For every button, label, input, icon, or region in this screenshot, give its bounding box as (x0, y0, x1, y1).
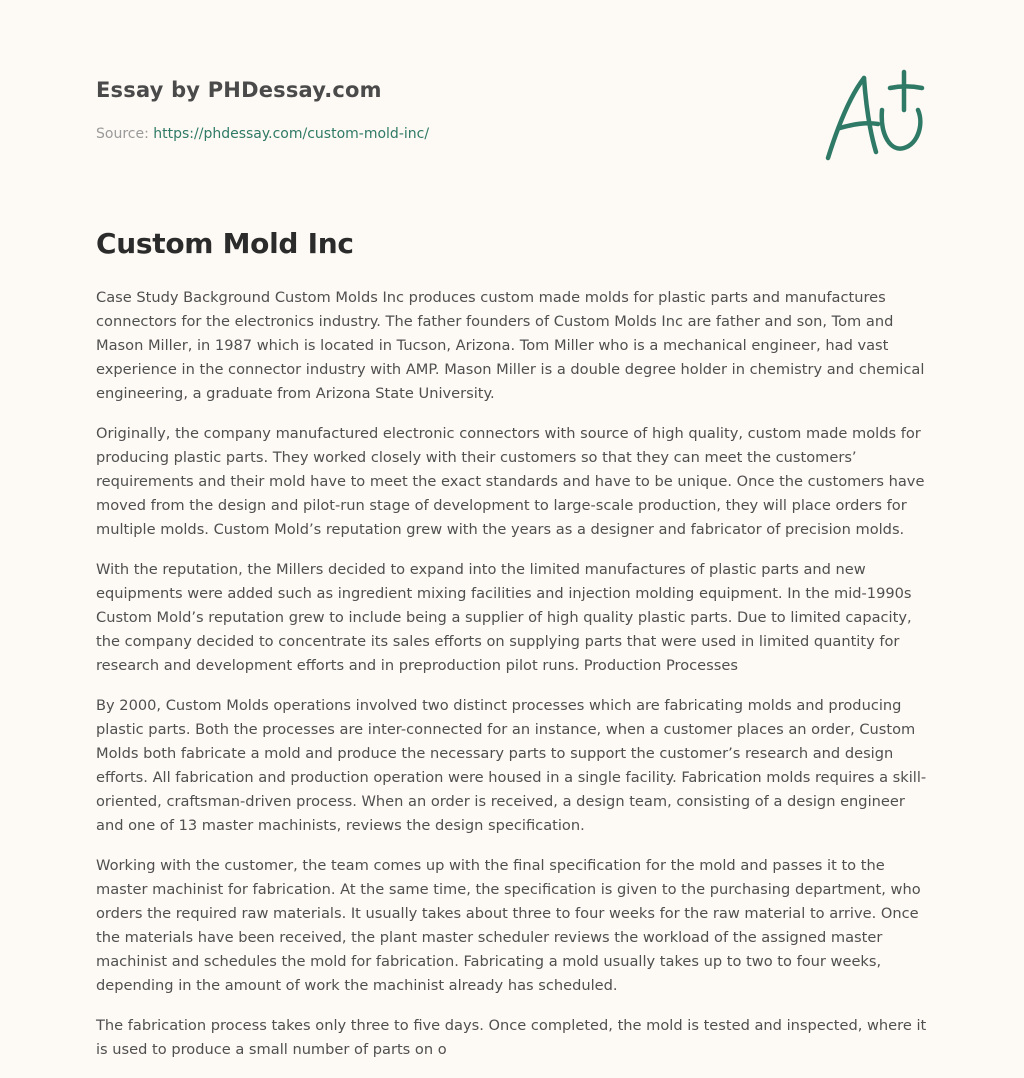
source-line (96, 124, 736, 144)
paragraph: Case Study Background Custom Molds Inc produces custom made molds for plastic parts and manufactures connectors for the electronics industry. The father founders of Custom Molds Inc are father and son, Tom and Mason Miller, in 1987 which is located in Tucson, Arizona. Tom Miller who is a mechanical engineer, had vast experience in the connector industry with AMP. Mason Miller is a double degree holder in chemistry and chemical engineering, a graduate from Arizona State University. (96, 289, 925, 402)
essay-header (96, 74, 736, 144)
site-brand: Essay by PHDessay.com (96, 78, 382, 102)
paragraph: Originally, the company manufactured electronic connectors with source of high quality, custom made molds for producing plastic parts. They worked closely with their customers so that they can meet the customers’ requirements and their mold have to meet the exact standards and have to be unique. Once the customers have moved from the design and pilot-run stage of development to large-scale production, they will place orders for multiple molds. Custom Mold’s reputation grew with the years as a designer and fabricator of precision molds. (96, 425, 925, 538)
source-link[interactable]: https://phdessay.com/custom-mold-inc/ (153, 126, 430, 142)
paragraph: Working with the customer, the team comes up with the final specification for the mold and passes it to the master machinist for fabrication. At the same time, the specification is given to the purchasing department, who orders the required raw materials. It usually takes about three to four weeks for the raw material to arrive. Once the materials have been received, the plant master scheduler reviews the workload of the assigned master machinist and schedules the mold for fabrication. Fabricating a mold usually takes up to two to four weeks, depending in the amount of work the machinist already has scheduled. (96, 857, 921, 994)
page-title: Custom Mold Inc (96, 227, 354, 260)
paragraph: With the reputation, the Millers decided to expand into the limited manufactures of plastic parts and new equipments were added such as ingredient mixing facilities and injection molding equipment. In the mid-1990s Custom Mold’s reputation grew to include being a supplier of high quality plastic parts. Due to limited capacity, the company decided to concentrate its sales efforts on supplying parts that were used in limited quantity for research and development efforts and in preproduction pilot runs. Production Processes (96, 561, 912, 674)
a-plus-logo-icon (820, 66, 930, 166)
source-label: Source: (96, 126, 149, 142)
paragraph: The fabrication process takes only three to five days. Once completed, the mold is tested and inspected, where it is used to produce a small number of parts on o (96, 1017, 927, 1058)
essay-body (96, 286, 928, 1078)
paragraph: By 2000, Custom Molds operations involved two distinct processes which are fabricating molds and producing plastic parts. Both the processes are inter-connected for an instance, when a customer places an order, Custom Molds both fabricate a mold and produce the necessary parts to support the customer’s research and design efforts. All fabrication and production operation were housed in a single facility. Fabrication molds requires a skill-oriented, craftsman-driven process. When an order is received, a design team, consisting of a design engineer and one of 13 master machinists, reviews the design specification. (96, 697, 927, 834)
